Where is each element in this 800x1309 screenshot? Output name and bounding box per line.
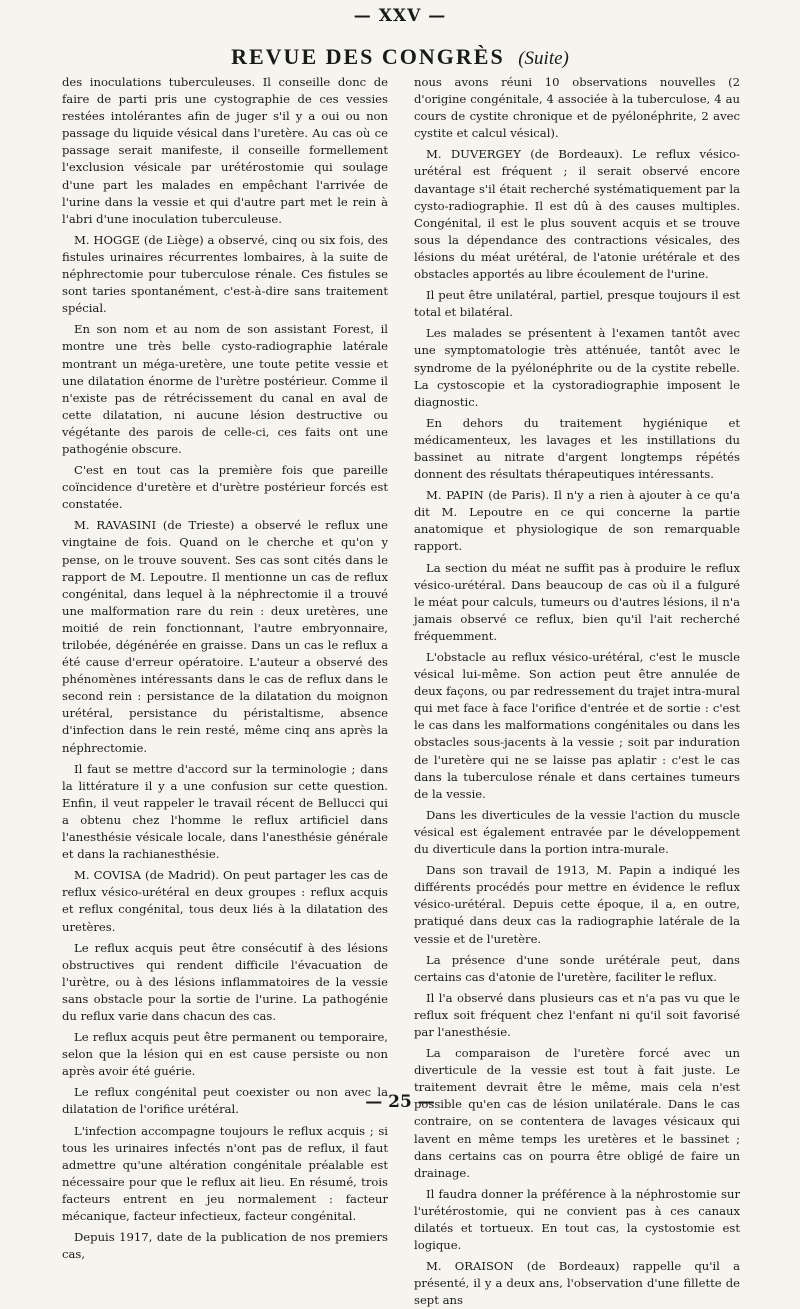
title-suite: (Suite)	[518, 48, 569, 69]
page-title	[0, 44, 800, 70]
paragraph: Il l'a observé dans plusieurs cas et n'a pas vu que le reflux soit fréquent chez l'enfant ni qu'il soit favorisé par l'anesthésie.	[414, 990, 740, 1039]
paragraph: M. RAVASINI (de Trieste) a observé le reflux une vingtaine de fois. Quand on le cherche et qu'on y pense, on le trouve souvent. Ses cas sont cités dans le rapport de M. Lepoutre. Il mentionne un cas de reflux congénital, dans lequel à la néphrectomie il a trouvé une malformation rare du rein : deux uretères, une moitié de rein fonctionnant, l'autre embryonnaire, trilobée, dégénérée en graisse. Dans un cas le reflux a été cause d'erreur opératoire. L'auteur a observé des phénomènes intéressants dans le cas de reflux dans le second rein : persistance de la dilatation du moignon urétéral, persistance du péristaltisme, absence d'infection dans le rein resté, même cinq ans après la néphrectomie.	[62, 518, 388, 755]
paragraph: des inoculations tuberculeuses. Il conseille donc de faire de parti pris une cystographie de ces vessies restées intolérantes afin de juger s'il y a oui ou non passage du liquide vésical dans l'uretère. Au cas où ce passage serait manifeste, il conseille formellement l'exclusion vésicale par urétérostomie qui soulage d'une part les malades en empêchant l'arrivée de l'urine dans la vessie et qui d'autre part met le rein à l'abri d'une inoculation tuberculeuse.	[62, 75, 388, 226]
paragraph: En dehors du traitement hygiénique et médicamenteux, les lavages et les instillations du bassinet au nitrate d'argent longtemps répétés donnent des résultats thérapeutiques intéressants.	[414, 415, 740, 482]
paragraph: M. ORAISON (de Bordeaux) rappelle qu'il a présenté, il y a deux ans, l'observation d'une fillette de sept ans	[414, 1259, 740, 1308]
left-column	[62, 74, 388, 1262]
paragraph: L'infection accompagne toujours le reflux acquis ; si tous les urinaires infectés n'ont pas de reflux, il faut admettre qu'une altération congénitale préalable est nécessaire pour que le reflux ait lieu. En résumé, trois facteurs entrent en jeu normalement : facteur mécanique, facteur infectieux, facteur congénital.	[62, 1123, 388, 1223]
paragraph: M. COVISA (de Madrid). On peut partager les cas de reflux vésico-urétéral en deux groupes : reflux acquis et reflux congénital, tous deux liés à la dilatation des uretères.	[62, 868, 388, 934]
paragraph: M. PAPIN (de Paris). Il n'y a rien à ajouter à ce qu'a dit M. Lepoutre en ce qui concerne la partie anatomique et physiologique de son remarquable rapport.	[414, 488, 740, 554]
paragraph: Les malades se présentent à l'examen tantôt avec une symptomatologie très atténuée, tantôt avec le syndrome de la pyélonéphrite ou de la cystite rebelle. La cystoscopie et la cystoradiographie imposent le diagnostic.	[414, 326, 740, 409]
paragraph: Le reflux acquis peut être permanent ou temporaire, selon que la lésion qui en est cause persiste ou non après avoir été guérie.	[62, 1030, 388, 1079]
paragraph: La présence d'une sonde urétérale peut, dans certains cas d'atonie de l'uretère, faciliter le reflux.	[414, 952, 740, 984]
paragraph: Il faut se mettre d'accord sur la terminologie ; dans la littérature il y a une confusion sur cette question. Enfin, il veut rappeler le travail récent de Bellucci qui a obtenu chez l'homme le reflux artificiel dans l'anesthésie vésicale locale, dans l'anesthésie générale et dans la rachianesthésie.	[62, 761, 388, 862]
paragraph: L'obstacle au reflux vésico-urétéral, c'est le muscle vésical lui-même. Son action peut être annulée de deux façons, ou par redressement du trajet intra-mural qui met face à face l'orifice d'entrée et de sortie : c'est le cas dans les malformations congénitales ou dans les obstacles sous-jacents à la vessie ; soit par induration de l'uretère qui ne se laisse pas aplatir : c'est le cas dans la tuberculose rénale et dans certaines tumeurs de la vessie.	[414, 650, 740, 801]
paragraph: M. DUVERGEY (de Bordeaux). Le reflux vésico-urétéral est fréquent ; il serait observé encore davantage s'il était recherché systématiquement par la cysto-radiographie. Il est dû à des causes multiples. Congénital, il est le plus souvent acquis et se trouve sous la dépendance des contractions vésicales, des lésions du méat urétéral, de l'atonie urétérale et des obstacles apportés au libre écoulement de l'urine.	[414, 147, 740, 282]
paragraph: Dans les diverticules de la vessie l'action du muscle vésical est également entravée par le développement du diverticule dans la portion intra-murale.	[414, 807, 740, 857]
paragraph: Le reflux congénital peut coexister ou non avec la dilatation de l'orifice urétéral.	[62, 1085, 388, 1117]
right-column	[414, 74, 740, 1308]
paragraph: Il peut être unilatéral, partiel, presque toujours il est total et bilatéral.	[414, 288, 740, 320]
page-folio-top: — XXV —	[353, 6, 447, 26]
paragraph: La section du méat ne suffit pas à produire le reflux vésico-urétéral. Dans beaucoup de cas où il a fulguré le méat pour calculs, tumeurs ou d'autres lésions, il n'a jamais observé ce reflux, bien qu'il l'ait recherché fréquemment.	[414, 560, 740, 643]
paragraph: C'est en tout cas la première fois que pareille coïncidence d'uretère et d'urètre postérieur forcés est constatée.	[62, 463, 388, 512]
paragraph: nous avons réuni 10 observations nouvelles (2 d'origine congénitale, 4 associée à la tuberculose, 4 au cours de cystite chronique et de pyélonéphrite, 2 avec cystite et calcul vésical).	[414, 75, 740, 141]
paragraph: Le reflux acquis peut être consécutif à des lésions obstructives qui rendent difficile l'évacuation de l'urètre, ou à des lésions inflammatoires de la vessie sans obstacle pour la sortie de l'urine. La pathogénie du reflux varie dans chacun des cas.	[62, 940, 388, 1023]
paragraph: M. HOGGE (de Liège) a observé, cinq ou six fois, des fistules urinaires récurrentes lombaires, à la suite de néphrectomie pour tuberculose rénale. Ces fistules se sont taries spontanément, c'est-à-dire sans traitement spécial.	[62, 232, 388, 316]
paragraph: Depuis 1917, date de la publication de nos premiers cas,	[62, 1230, 388, 1262]
paragraph: La comparaison de l'uretère forcé avec un diverticule de la vessie est tout à fait juste. Le traitement devrait être le même, mais cela n'est possible qu'en cas de lésion unilatérale. Dans le cas contraire, on se contentera de lavages vésicaux qui lavent en même temps les uretères et le bassinet ; dans certains cas on pourra être obligé de faire un drainage.	[414, 1046, 740, 1180]
page-folio-bottom: — 25 —	[365, 1092, 435, 1112]
paragraph: En son nom et au nom de son assistant Forest, il montre une très belle cysto-radiographie latérale montrant un méga-uretère, une toute petite vessie et une dilatation énorme de l'urètre postérieur. Comme il n'existe pas de rétrécissement du canal en aval de cette dilatation, ni aucune lésion destructive ou végétante des parois de celle-ci, ces faits ont une pathogénie obscure.	[62, 322, 388, 456]
title-main: REVUE DES CONGRÈS	[231, 44, 505, 69]
paragraph: Il faudra donner la préférence à la néphrostomie sur l'urétérostomie, qui ne convient pas à ces canaux dilatés et tortueux. En tout cas, la cystostomie est logique.	[414, 1186, 740, 1253]
paragraph: Dans son travail de 1913, M. Papin a indiqué les différents procédés pour mettre en évidence le reflux vésico-urétéral. Depuis cette époque, il a, en outre, pratiqué dans deux cas la radiographie latérale de la vessie et de l'uretère.	[414, 863, 740, 946]
